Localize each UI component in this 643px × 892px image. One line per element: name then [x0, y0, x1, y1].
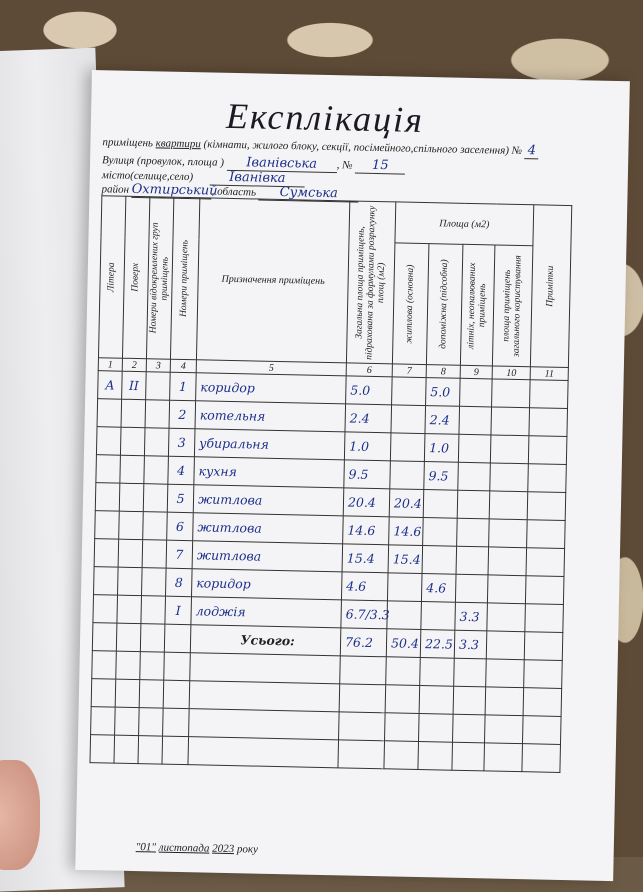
total-label: Усього:: [190, 625, 341, 656]
cell-litera: [96, 455, 121, 483]
cell-floor: [118, 539, 143, 567]
cell-total: 15.4: [342, 544, 389, 573]
cell-no: 7: [166, 540, 193, 569]
cell-name: житлова: [193, 513, 344, 544]
cell-total: 1.0: [344, 432, 391, 461]
cell-summer: [457, 518, 490, 547]
date-day: "01": [135, 841, 157, 854]
cell-name: коридор: [196, 373, 347, 404]
cell-living: [387, 601, 422, 630]
cell-litera: [95, 483, 120, 511]
cell-litera: [94, 539, 119, 567]
village-value: Іванівка: [210, 169, 305, 187]
cell-name: кухня: [194, 457, 345, 488]
cell-floor: [120, 455, 145, 483]
cell-living: [387, 573, 422, 602]
column-number-row: 1 2 3 4 5 6 7 8 9 10 11: [98, 358, 568, 381]
apartment-number: 4: [525, 143, 539, 159]
cell-aux: 9.5: [424, 462, 459, 491]
cell-litera: [93, 595, 118, 623]
cell-aux: [423, 490, 458, 519]
cell-summer: [456, 546, 489, 575]
cell-litera: [94, 567, 119, 595]
cell-living: 20.4: [389, 489, 424, 518]
col-header-litera: Літера: [98, 196, 125, 358]
total-living: 50.4: [386, 629, 421, 658]
cell-total: 20.4: [343, 488, 390, 517]
cell-aux: 2.4: [425, 406, 460, 435]
cell-living: [392, 377, 427, 406]
header-line-apartment: приміщень квартири (кімнати, жилого блоку, секції, посімейного,спільного заселення) № 4: [102, 134, 539, 159]
cell-living: [391, 405, 426, 434]
col-header-groups: Номери відокремлених груп приміщень: [146, 197, 173, 359]
cell-floor: [121, 399, 146, 427]
date-month: листопада: [158, 841, 210, 855]
cell-aux: 5.0: [426, 378, 461, 407]
house-value: 15: [355, 158, 405, 175]
cell-summer: [458, 434, 491, 463]
cell-total: 4.6: [341, 572, 388, 601]
cell-floor: [118, 567, 143, 595]
thumb: [0, 760, 40, 870]
cell-total: 6.7/3.3: [341, 600, 388, 629]
street-value: Іванівська: [227, 155, 337, 173]
cell-aux: 1.0: [424, 434, 459, 463]
cell-name: котельня: [195, 401, 346, 432]
date-line: "01" листопада 2023 року: [135, 841, 259, 856]
cell-summer: [458, 462, 491, 491]
table-body: [93, 371, 568, 633]
cell-summer: [455, 574, 488, 603]
cell-no: 4: [168, 456, 195, 485]
cell-floor: [119, 483, 144, 511]
header-line-street: Вулиця (провулок, площа ) Іванівська , № 15: [102, 152, 405, 174]
col-header-purpose: Призначення приміщень: [196, 198, 349, 363]
cell-no: I: [165, 596, 192, 625]
cell-summer: [457, 490, 490, 519]
cell-living: [390, 433, 425, 462]
cell-name: лоджія: [191, 597, 342, 628]
cell-floor: [120, 427, 145, 455]
col-header-summer: літніх, неопалюваних приміщень: [460, 244, 495, 366]
cell-litera: [97, 399, 122, 427]
cell-litera: А: [98, 371, 123, 399]
cell-living: 15.4: [388, 545, 423, 574]
region-value: Сумська: [259, 185, 359, 203]
col-header-common: площа приміщень загального користування: [492, 245, 533, 367]
page-title: Експлікація: [225, 95, 425, 140]
cell-litera: [96, 427, 121, 455]
cell-summer: [459, 406, 492, 435]
cell-no: 3: [168, 428, 195, 457]
kind-label: квартири: [155, 137, 201, 151]
cell-no: 8: [165, 568, 192, 597]
explication-table: [89, 195, 572, 773]
col-header-area-group: Площа (м2): [395, 202, 534, 246]
cell-no: 2: [169, 400, 196, 429]
total-area: 76.2: [340, 628, 387, 657]
col-header-total-area: Загальна площа приміщень, підрахована за формулами розрахунку площ (м2): [346, 201, 395, 364]
cell-aux: [421, 602, 456, 631]
date-year: 2023: [212, 842, 235, 856]
cell-aux: [422, 546, 457, 575]
cell-living: [390, 461, 425, 490]
cell-total: 9.5: [344, 460, 391, 489]
col-header-room-no: Номери приміщень: [170, 197, 199, 360]
cell-name: убиральня: [194, 429, 345, 460]
header-line-district: район Охтирський, область Сумська: [101, 181, 359, 202]
document-page: [75, 70, 630, 881]
cell-name: коридор: [191, 569, 342, 600]
cell-summer: 3.3: [455, 602, 488, 631]
total-summer: 3.3: [454, 630, 487, 659]
district-value: Охтирський: [131, 181, 218, 199]
col-header-floor: Поверх: [122, 196, 149, 358]
cell-total: 14.6: [343, 516, 390, 545]
cell-summer: [460, 378, 493, 407]
cell-no: 1: [170, 372, 197, 401]
col-header-living: житлова (основна): [392, 243, 429, 365]
cell-name: житлова: [192, 541, 343, 572]
col-header-notes: Примітки: [530, 205, 571, 368]
cell-floor: II: [122, 371, 147, 399]
cell-no: 6: [167, 512, 194, 541]
col-header-aux: допоміжна (підсобна): [426, 244, 463, 366]
cell-living: 14.6: [389, 517, 424, 546]
cell-name: житлова: [193, 485, 344, 516]
cell-no: 5: [167, 484, 194, 513]
header-line-village: місто(селище,село) Іванівка: [102, 167, 305, 187]
cell-floor: [119, 511, 144, 539]
cell-total: 2.4: [345, 404, 392, 433]
cell-litera: [95, 511, 120, 539]
cell-total: 5.0: [346, 376, 393, 405]
cell-floor: [117, 595, 142, 623]
empty-rows: [90, 651, 562, 773]
total-aux: 22.5: [420, 630, 455, 659]
cell-aux: 4.6: [421, 574, 456, 603]
cell-aux: [423, 518, 458, 547]
